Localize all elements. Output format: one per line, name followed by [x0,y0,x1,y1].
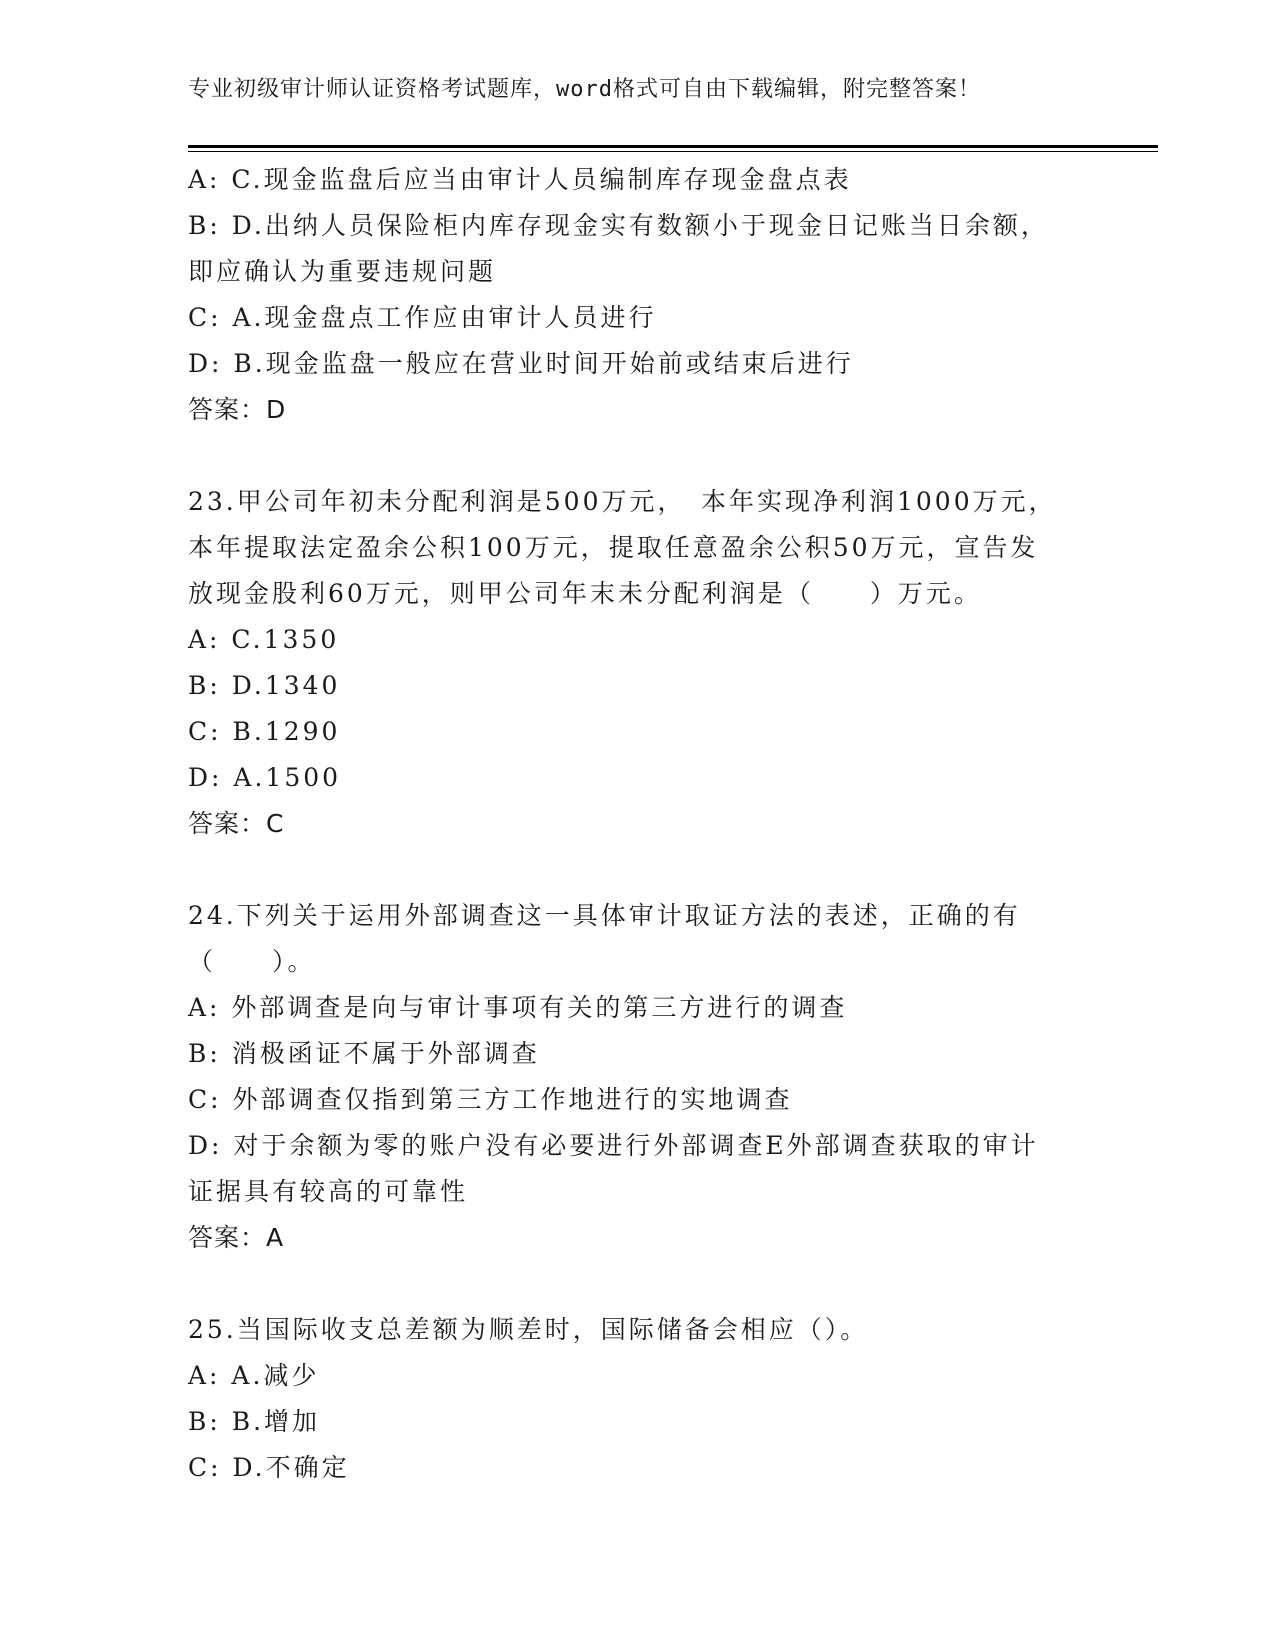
header-rule-thin [188,151,1158,152]
answer-line: 答案：D [188,395,287,424]
question-line: （ ）。 [188,947,316,976]
question-block [188,479,1088,847]
option-line: B: B.增加 [188,1407,321,1436]
answer-line: 答案：A [188,1223,285,1252]
option-line: D: B.现金监盘一般应在营业时间开始前或结束后进行 [188,349,854,378]
option-line: A: A.减少 [188,1361,320,1390]
header-rule-thick [188,145,1158,148]
option-line: C: 外部调查仅指到第三方工作地进行的实地调查 [188,1085,793,1114]
question-content [188,157,1088,1491]
question-block [188,157,1088,433]
option-line: D: A.1500 [188,763,342,792]
option-line: C: B.1290 [188,717,341,746]
option-line: D: 对于余额为零的账户没有必要进行外部调查E外部调查获取的审计 [188,1131,1039,1160]
answer-line: 答案：C [188,809,285,838]
question-line: 24.下列关于运用外部调查这一具体审计取证方法的表述，正确的有 [188,901,1021,930]
page-header: 专业初级审计师认证资格考试题库，word格式可自由下载编辑，附完整答案！ [188,77,981,102]
option-line: B: 消极函证不属于外部调查 [188,1039,540,1068]
question-line: 本年提取法定盈余公积100万元，提取任意盈余公积50万元，宣告发 [188,533,1039,562]
question-line: 放现金股利60万元，则甲公司年末未分配利润是（ ）万元。 [188,579,982,608]
question-line: 25.当国际收支总差额为顺差时，国际储备会相应（）。 [188,1315,869,1344]
option-line: A: C.1350 [188,625,340,654]
question-block [188,893,1088,1261]
option-line: 证据具有较高的可靠性 [188,1177,469,1206]
question-line: 23.甲公司年初未分配利润是500万元， 本年实现净利润1000万元， [188,487,1057,516]
option-line: B: D.1340 [188,671,341,700]
option-line: C: A.现金盘点工作应由审计人员进行 [188,303,657,332]
option-line: C: D.不确定 [188,1453,350,1482]
option-line: 即应确认为重要违规问题 [188,257,497,286]
option-line: A: C.现金监盘后应当由审计人员编制库存现金盘点表 [188,165,852,194]
question-block [188,1307,1088,1491]
option-line: A: 外部调查是向与审计事项有关的第三方进行的调查 [188,993,848,1022]
option-line: B: D.出纳人员保险柜内库存现金实有数额小于现金日记账当日余额， [188,211,1049,240]
